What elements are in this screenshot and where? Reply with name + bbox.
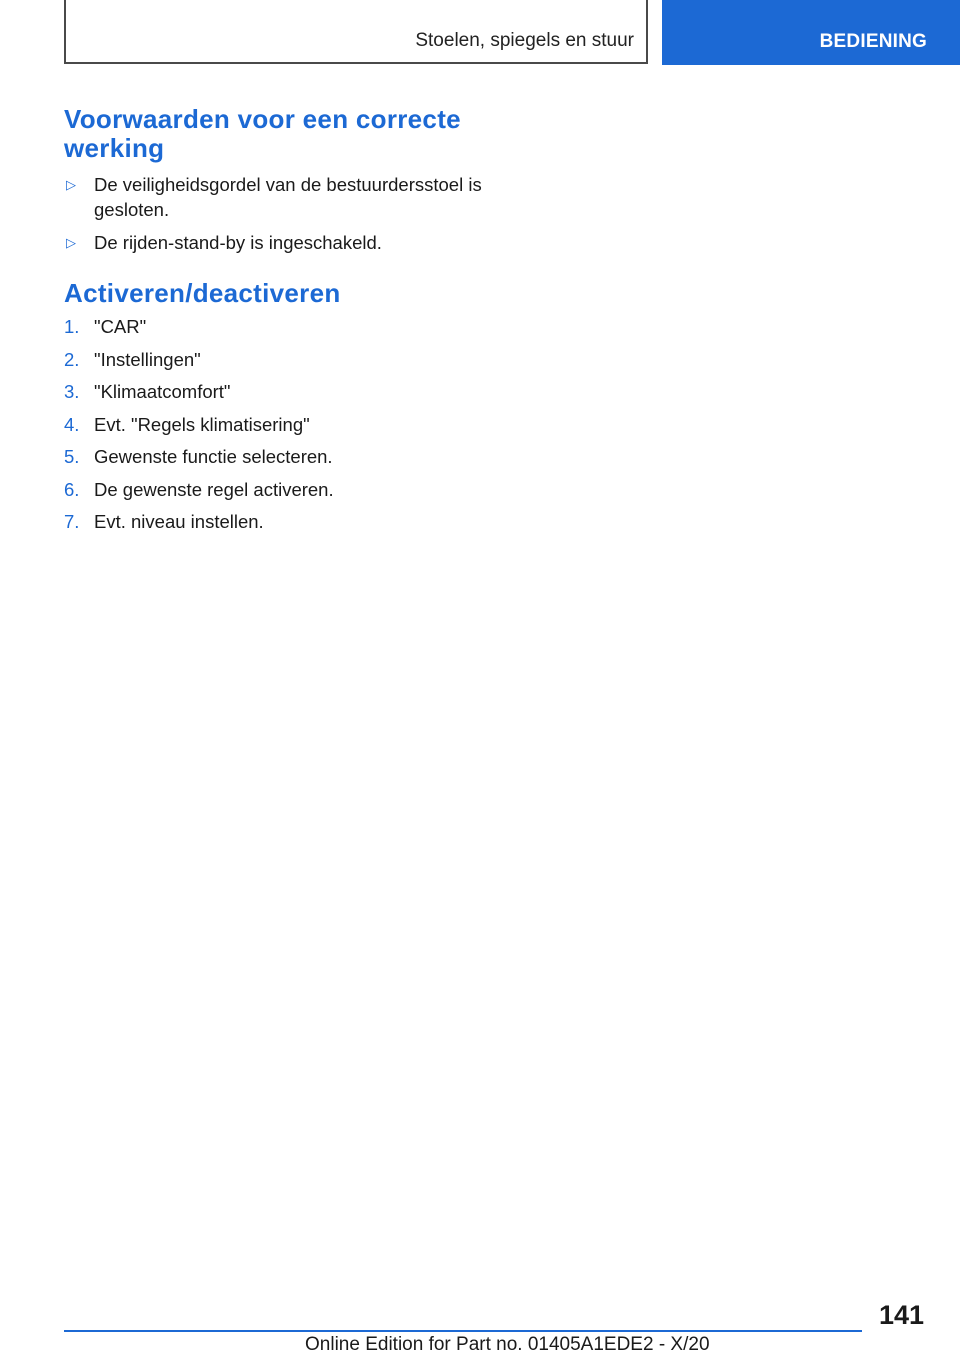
triangle-bullet-icon: ▷ [66,235,76,250]
step-number: 6. [64,478,80,500]
requirements-list [64,172,494,263]
step-number: 5. [64,446,80,467]
step-number: 3. [64,381,80,402]
step-number: 2. [64,348,80,370]
heading-requirements: Voorwaarden voor een correcte werking [64,104,461,163]
triangle-bullet-icon: ▷ [66,177,76,192]
steps-list [64,314,494,542]
step-item [64,444,494,469]
step-number: 1. [64,316,80,337]
step-text: "Instellingen" [94,348,201,370]
step-text: "Klimaatcomfort" [94,381,231,402]
step-number: 4. [64,413,80,435]
step-text: Gewenste functie selecteren. [94,446,333,467]
step-number: 7. [64,511,80,532]
step-item [64,314,494,339]
step-text: "CAR" [94,316,147,337]
running-header [64,0,648,64]
step-item [64,412,494,437]
step-item [64,477,494,502]
step-text: De gewenste regel activeren. [94,478,334,500]
footer-divider [64,1330,862,1332]
chapter-tab-label: BEDIENING [819,31,927,52]
page-number: 141 [878,1300,924,1330]
step-text: Evt. niveau instellen. [94,511,264,532]
list-item-text: De veiligheidsgordel van de bestuurdersstoel is gesloten. [94,174,482,220]
step-item [64,347,494,372]
list-item [64,172,494,222]
step-item [64,509,494,534]
section-title: Stoelen, spiegels en stuur [415,30,634,51]
step-item [64,379,494,404]
heading-activation: Activeren/deactiveren [64,278,341,308]
list-item [64,230,494,255]
chapter-tab [662,0,960,65]
edition-footer: Online Edition for Part no. 01405A1EDE2 - X/20 [305,1334,710,1355]
list-item-text: De rijden-stand-by is ingeschakeld. [94,232,382,253]
step-text: Evt. "Regels klimatisering" [94,413,310,435]
